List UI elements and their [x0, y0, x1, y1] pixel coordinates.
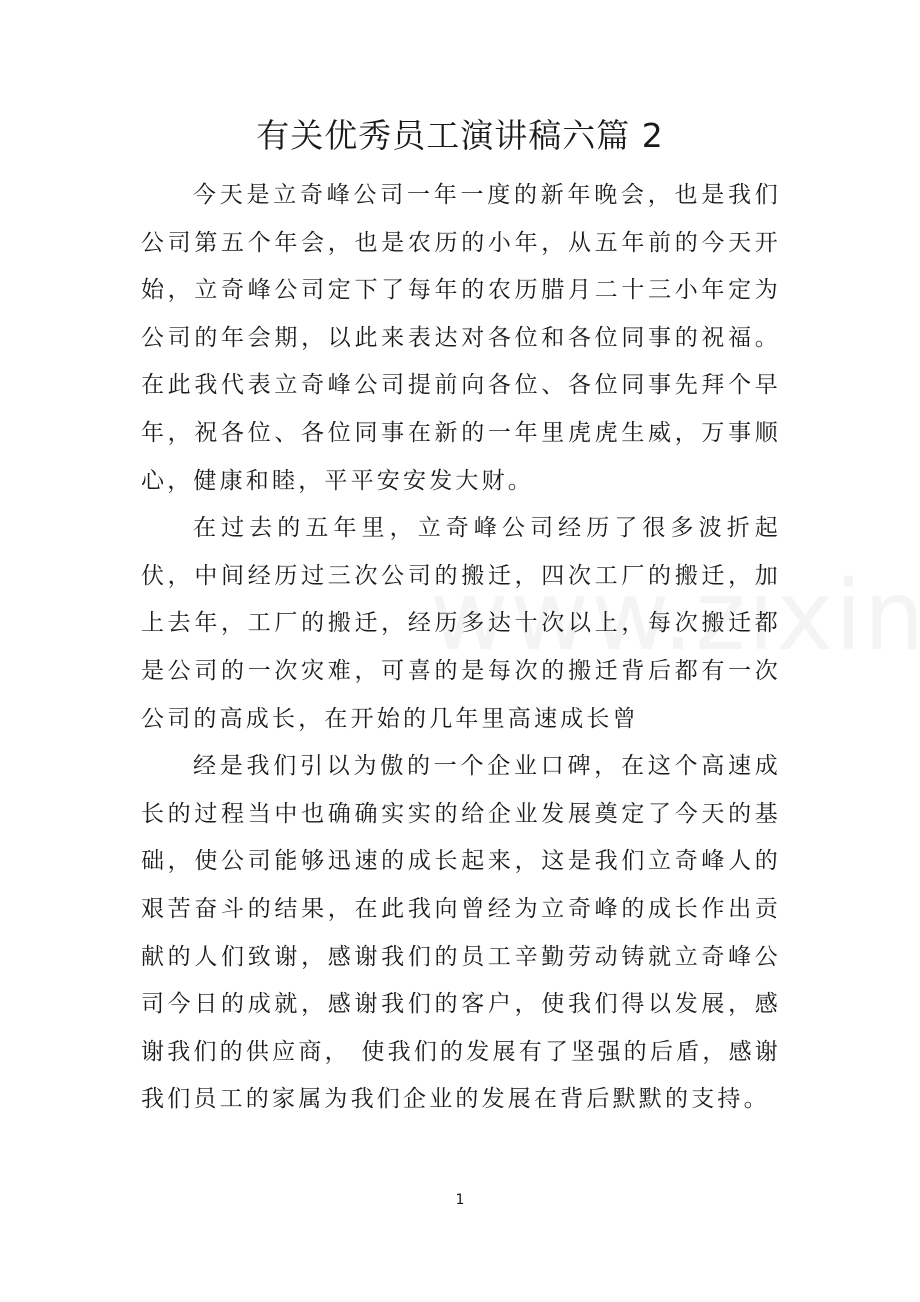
paragraph-3: 经是我们引以为傲的一个企业口碑，在这个高速成长的过程当中也确确实实的给企业发展奠定了今天的基础，使公司能够迅速的成长起来，这是我们立奇峰人的艰苦奋斗的结果，在此我向曾经为立奇峰的成长作出贡献的人们致谢，感谢我们的员工辛勤劳动铸就立奇峰公司今日的成就，感谢我们的客户，使我们得以发展，感谢我们的供应商， 使我们的发展有了坚强的后盾，感谢我们员工的家属为我们企业的发展在背后默默的支持。 — [141, 753, 781, 1113]
document-body — [141, 172, 781, 1124]
paragraph-2: 在过去的五年里，立奇峰公司经历了很多波折起伏，中间经历过三次公司的搬迁，四次工厂的搬迁，加上去年，工厂的搬迁，经历多达十次以上，每次搬迁都是公司的一次灾难，可喜的是每次的搬迁背后都有一次公司的高成长，在开始的几年里高速成长曾 — [141, 515, 781, 732]
page-number: 1 — [455, 1192, 465, 1208]
document-title: 有关优秀员工演讲稿六篇 2 — [256, 116, 664, 155]
paragraph-1: 今天是立奇峰公司一年一度的新年晚会，也是我们公司第五个年会，也是农历的小年，从五年前的今天开始，立奇峰公司定下了每年的农历腊月二十三小年定为公司的年会期，以此来表达对各位和各位同事的祝福。在此我代表立奇峰公司提前向各位、各位同事先拜个早年，祝各位、各位同事在新的一年里虎虎生威，万事顺心，健康和睦，平平安安发大财。 — [141, 182, 781, 494]
